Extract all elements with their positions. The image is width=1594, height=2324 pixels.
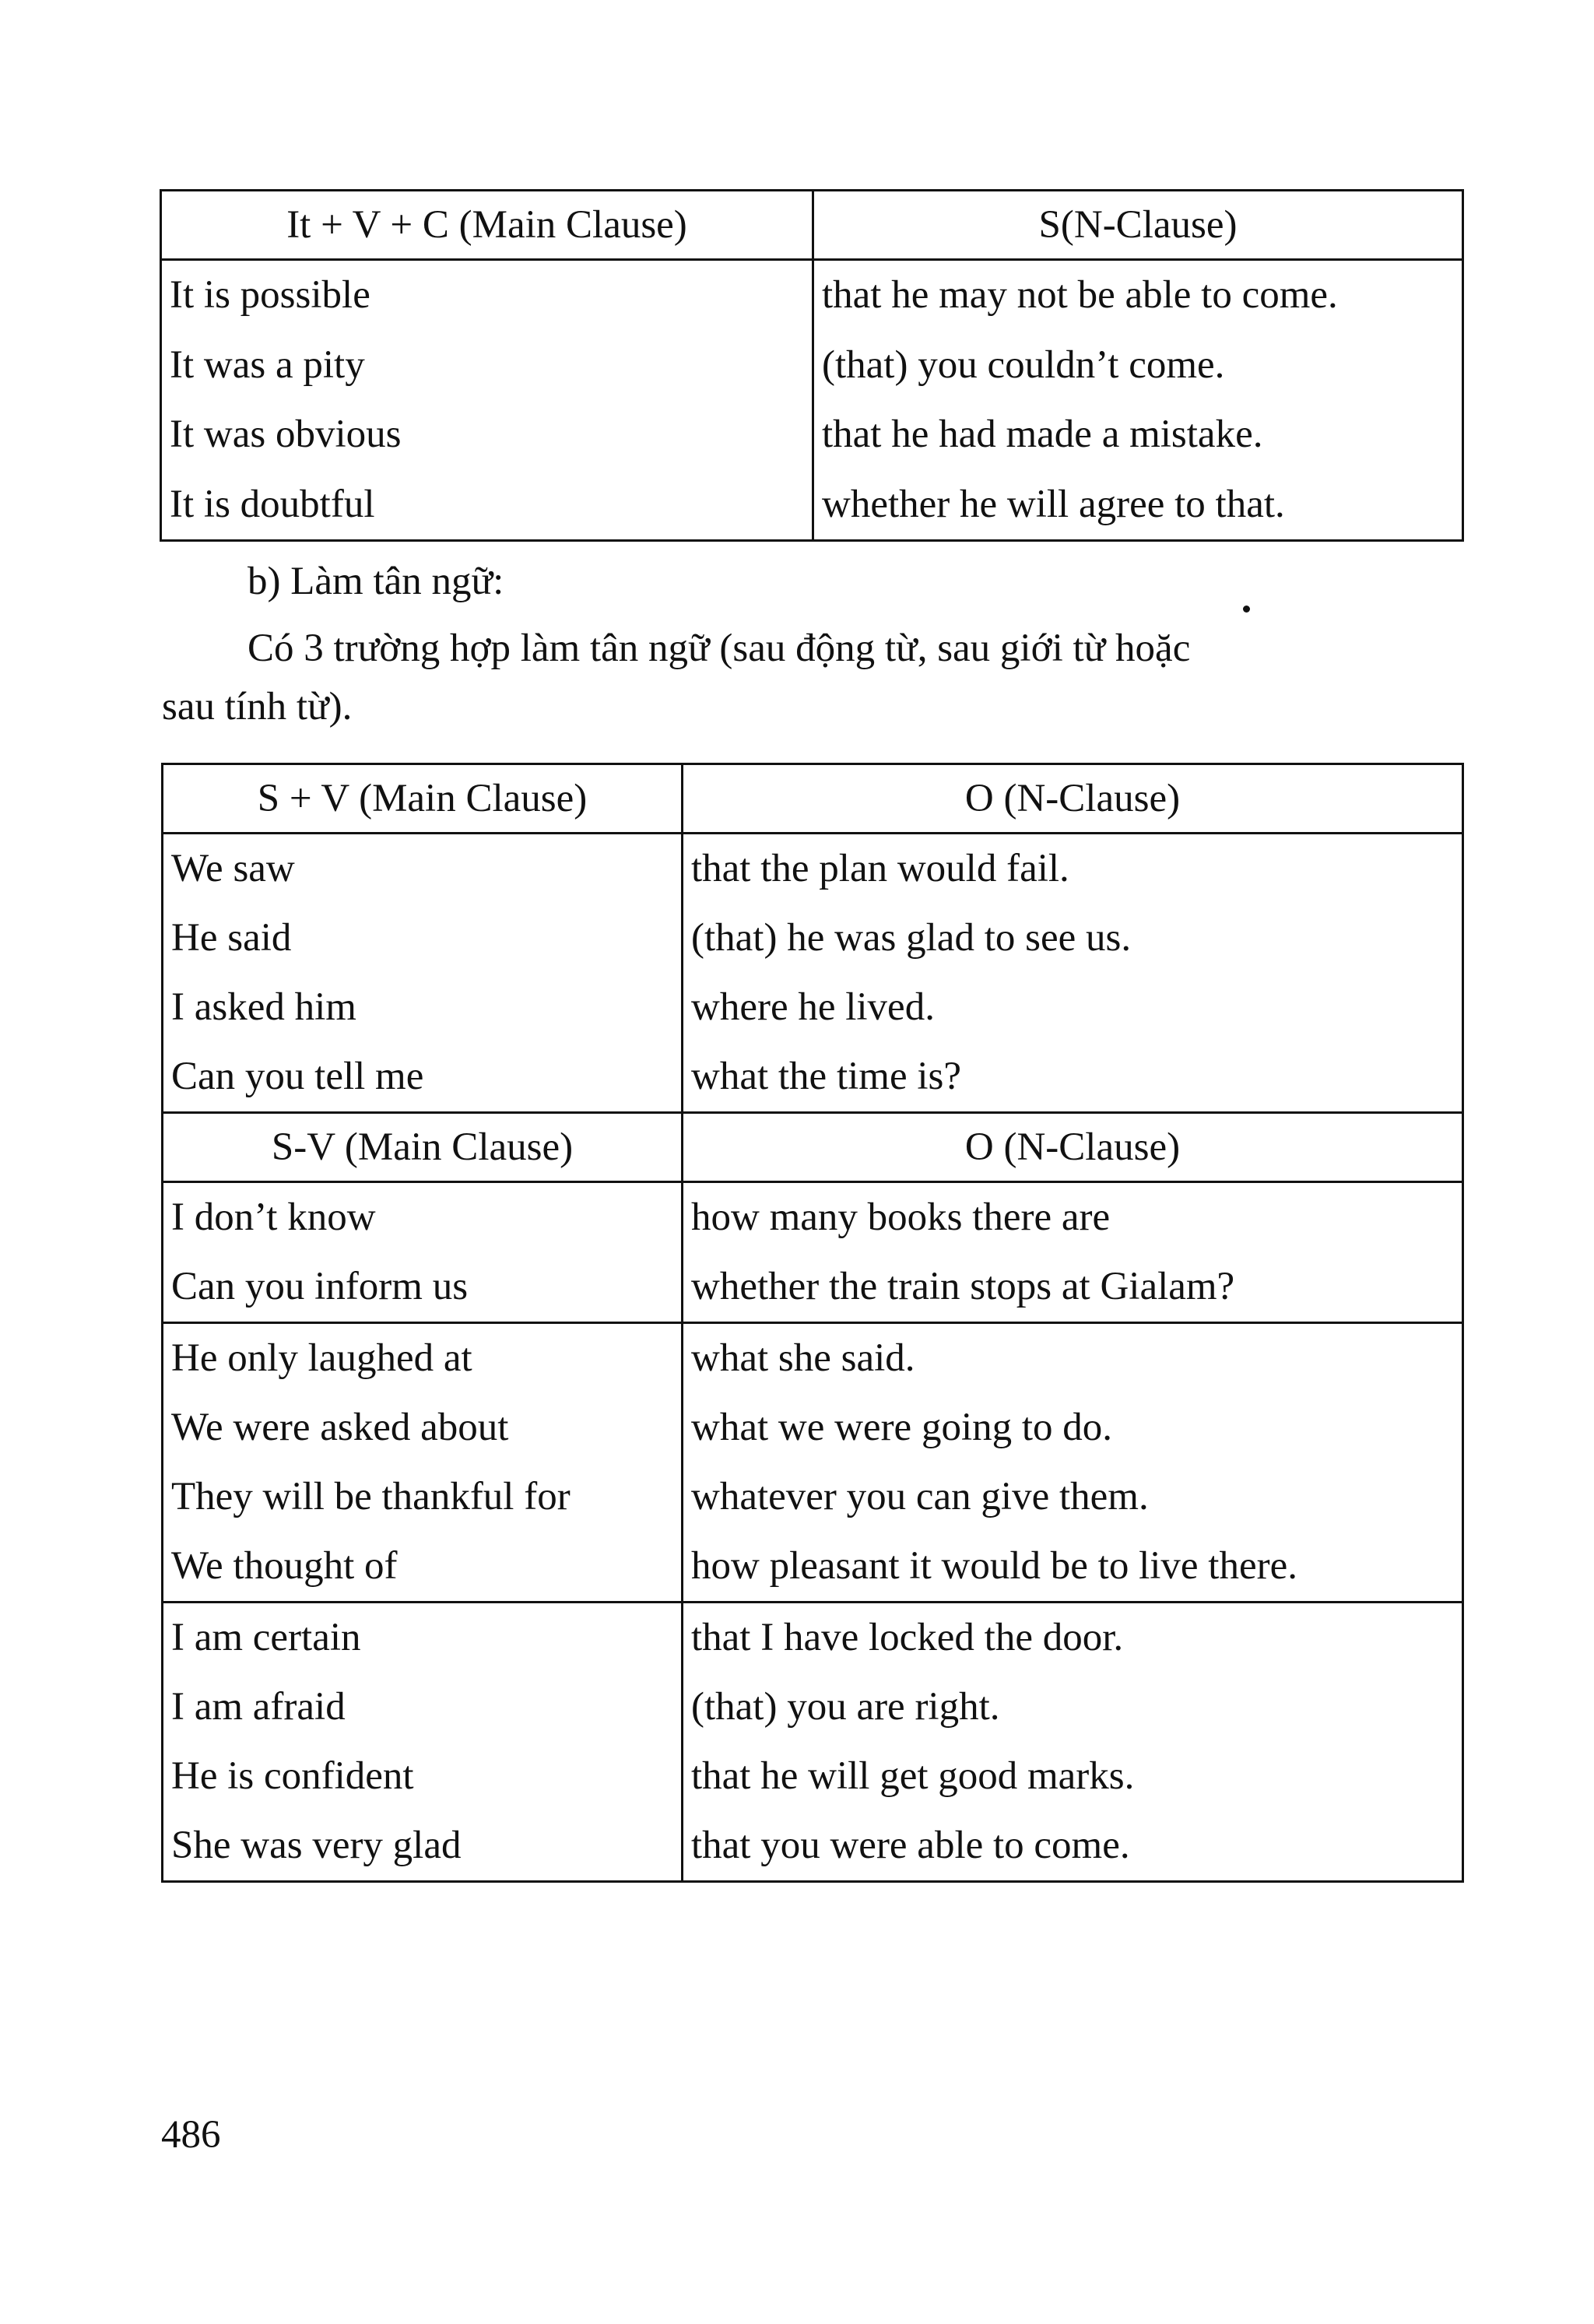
table-header-row bbox=[163, 1113, 1463, 1182]
table-cell-text: whatever you can give them. bbox=[691, 1475, 1149, 1518]
clause-table-subject bbox=[160, 189, 1464, 542]
n-clause-cell bbox=[683, 1603, 1463, 1882]
clause-table-object bbox=[161, 763, 1464, 1883]
table-cell-text: It is doubtful bbox=[170, 482, 375, 526]
header-n-clause: O (N-Clause) bbox=[683, 1113, 1463, 1182]
table-cell-text: Can you tell me bbox=[171, 1055, 424, 1098]
ink-dot bbox=[1243, 606, 1250, 613]
table-cell-text: It was obvious bbox=[170, 412, 402, 456]
header-n-clause: S(N-Clause) bbox=[813, 191, 1463, 260]
main-clause-cell bbox=[161, 260, 813, 541]
table-cell-text: We saw bbox=[171, 847, 295, 890]
main-clause-cell bbox=[163, 1182, 683, 1323]
table-cell-text: It is possible bbox=[170, 273, 370, 317]
table-cell-text: I don’t know bbox=[171, 1195, 376, 1239]
table-cell-text: (that) he was glad to see us. bbox=[691, 916, 1132, 960]
table-cell-text: how pleasant it would be to live there. bbox=[691, 1544, 1297, 1588]
table-cell-text: He only laughed at bbox=[171, 1336, 472, 1380]
main-clause-cell bbox=[163, 1323, 683, 1603]
table-cell-text: what we were going to do. bbox=[691, 1406, 1113, 1449]
table-cell-text: We thought of bbox=[171, 1544, 398, 1588]
table-cell-text: whether he will agree to that. bbox=[822, 482, 1285, 526]
header-n-clause: O (N-Clause) bbox=[683, 764, 1463, 834]
table-cell-text: that you were able to come. bbox=[691, 1824, 1130, 1867]
table-cell-text: what the time is? bbox=[691, 1055, 961, 1098]
header-main-clause: S + V (Main Clause) bbox=[163, 764, 683, 834]
n-clause-cell bbox=[683, 1182, 1463, 1323]
section-heading: b) Làm tân ngữ: bbox=[248, 560, 504, 603]
table-cell-text: They will be thankful for bbox=[171, 1475, 571, 1518]
table-cell-text: that he had made a mistake. bbox=[822, 412, 1263, 456]
table-cell-text: what she said. bbox=[691, 1336, 915, 1380]
header-main-clause: It + V + C (Main Clause) bbox=[161, 191, 813, 260]
table-cell-text: She was very glad bbox=[171, 1824, 462, 1867]
table-cell-text: how many books there are bbox=[691, 1195, 1111, 1239]
table-cell-text: that he will get good marks. bbox=[691, 1754, 1135, 1798]
table-cell-text: (that) you couldn’t come. bbox=[822, 342, 1225, 387]
table-body-row bbox=[161, 260, 1463, 541]
paragraph-line: Có 3 trường hợp làm tân ngữ (sau động từ, sau giới từ hoặc bbox=[248, 627, 1191, 670]
table-cell-text: I asked him bbox=[171, 985, 356, 1029]
table-header-row bbox=[163, 764, 1463, 834]
paragraph-line: sau tính từ). bbox=[162, 685, 353, 728]
table-cell-text: He said bbox=[171, 916, 292, 960]
table-cell-text: whether the train stops at Gialam? bbox=[691, 1265, 1235, 1308]
table-cell-text: where he lived. bbox=[691, 985, 935, 1029]
table-cell-text: We were asked about bbox=[171, 1406, 509, 1449]
n-clause-cell bbox=[813, 260, 1463, 541]
table-cell-text: that the plan would fail. bbox=[691, 847, 1069, 890]
table-header-row bbox=[161, 191, 1463, 260]
table-cell-text: It was a pity bbox=[170, 342, 365, 387]
table-cell-text: that he may not be able to come. bbox=[822, 273, 1338, 317]
main-clause-cell bbox=[163, 834, 683, 1113]
table-cell-text: I am certain bbox=[171, 1616, 361, 1659]
page-number: 486 bbox=[161, 2113, 221, 2157]
table-body-row bbox=[163, 1603, 1463, 1882]
table-cell-text: I am afraid bbox=[171, 1685, 346, 1729]
table-cell-text: Can you inform us bbox=[171, 1265, 469, 1308]
n-clause-cell bbox=[683, 1323, 1463, 1603]
table-cell-text: (that) you are right. bbox=[691, 1685, 1000, 1729]
table-cell-text: that I have locked the door. bbox=[691, 1616, 1124, 1659]
table-cell-text: He is confident bbox=[171, 1754, 414, 1798]
n-clause-cell bbox=[683, 834, 1463, 1113]
main-clause-cell bbox=[163, 1603, 683, 1882]
header-main-clause: S-V (Main Clause) bbox=[163, 1113, 683, 1182]
table-body-row bbox=[163, 1323, 1463, 1603]
table-body-row bbox=[163, 1182, 1463, 1323]
table-body-row bbox=[163, 834, 1463, 1113]
